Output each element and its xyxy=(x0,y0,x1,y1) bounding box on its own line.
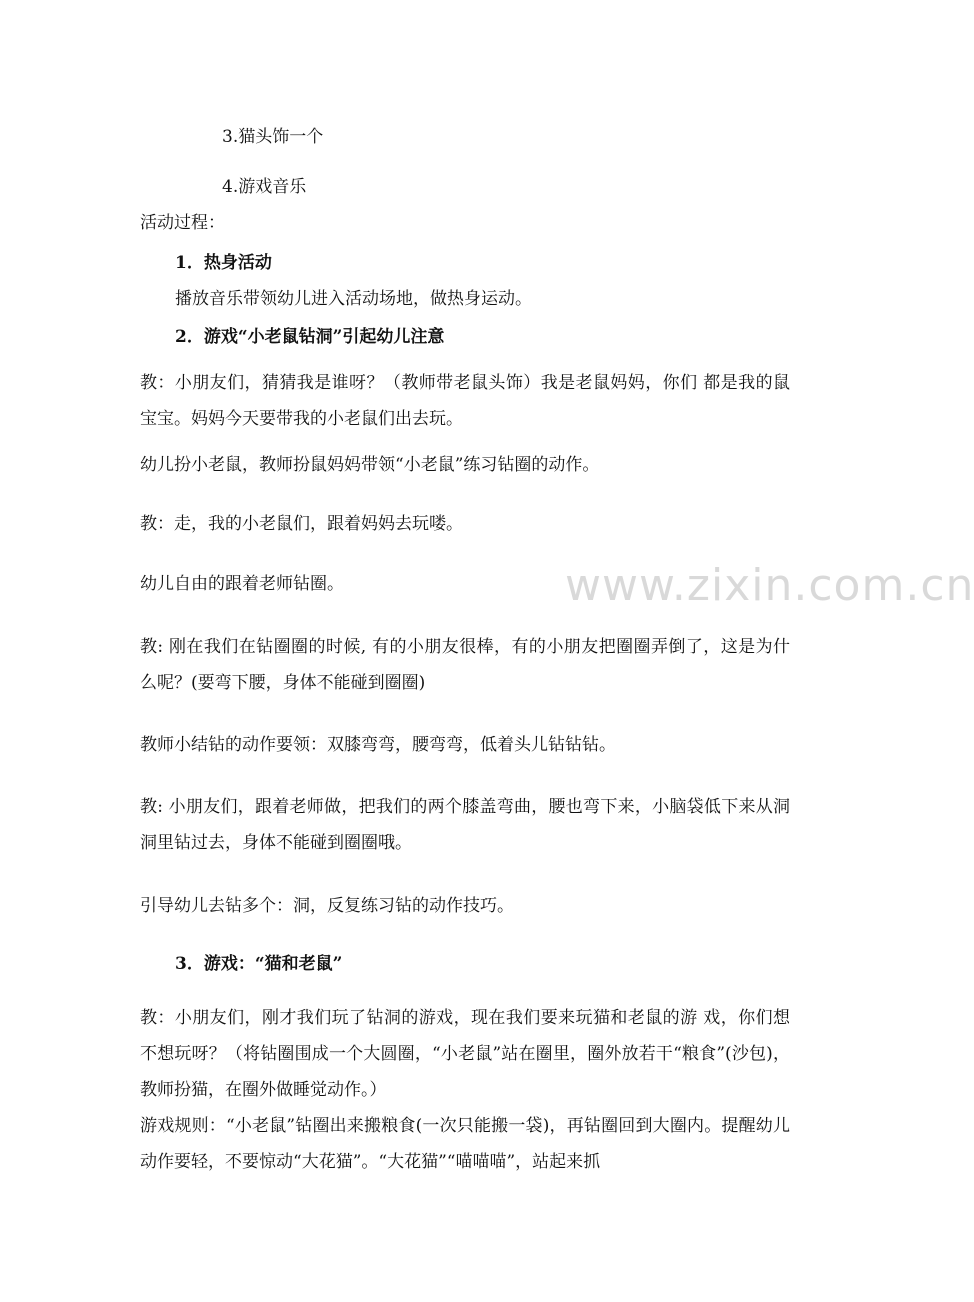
watermark: www.zixin.com.cn xyxy=(565,560,974,611)
section-2-paragraph-8: 引导幼儿去钻多个：洞，反复练习钻的动作技巧。 xyxy=(140,896,514,916)
list-item-cat-headwear: 3.猫头饰一个 xyxy=(222,127,324,147)
section-1-body: 播放音乐带领幼儿进入活动场地，做热身运动。 xyxy=(175,289,532,309)
section-2-paragraph-3: 教：走，我的小老鼠们，跟着妈妈去玩喽。 xyxy=(140,514,463,534)
section-3-paragraph-1: 教：小朋友们，刚才我们玩了钻洞的游戏，现在我们要来玩猫和老鼠的游 戏，你们想不想玩呀？（将钻圈围成一个大圆圈，“小老鼠”站在圈里，圈外放若干“粮食”(沙包)，教师扮猫，在圈外做睡觉动作。） xyxy=(140,1008,790,1100)
section-2-title: 2．游戏“小老鼠钻洞”引起幼儿注意 xyxy=(175,327,445,347)
section-2-paragraph-6: 教师小结钻的动作要领：双膝弯弯，腰弯弯，低着头儿钻钻钻。 xyxy=(140,735,616,755)
section-2-paragraph-5: 教: 刚在我们在钻圈圈的时候, 有的小朋友很棒，有的小朋友把圈圈弄倒了，这是为什么呢？(要弯下腰，身体不能碰到圈圈) xyxy=(140,637,790,693)
section-2-paragraph-7: 教: 小朋友们，跟着老师做，把我们的两个膝盖弯曲，腰也弯下来，小脑袋低下来从洞洞里钻过去，身体不能碰到圈圈哦。 xyxy=(140,797,790,853)
section-1-title: 1．热身活动 xyxy=(175,253,272,273)
list-item-game-music: 4.游戏音乐 xyxy=(222,177,307,197)
section-3-title: 3．游戏：“猫和老鼠” xyxy=(175,954,343,974)
section-2-paragraph-2: 幼儿扮小老鼠，教师扮鼠妈妈带领“小老鼠”练习钻圈的动作。 xyxy=(140,455,600,475)
section-2-paragraph-4: 幼儿自由的跟着老师钻圈。 xyxy=(140,574,344,594)
section-2-paragraph-1: 教：小朋友们，猜猜我是谁呀？（教师带老鼠头饰）我是老鼠妈妈，你们 都是我的鼠宝宝。妈妈今天要带我的小老鼠们出去玩。 xyxy=(140,373,790,429)
section-3-paragraph-2: 游戏规则：“小老鼠”钻圈出来搬粮食(一次只能搬一袋)，再钻圈回到大圈内。提醒幼儿动作要轻，不要惊动“大花猫”。“大花猫”“喵喵喵”，站起来抓 xyxy=(140,1116,790,1172)
activity-process-heading: 活动过程： xyxy=(140,213,225,233)
